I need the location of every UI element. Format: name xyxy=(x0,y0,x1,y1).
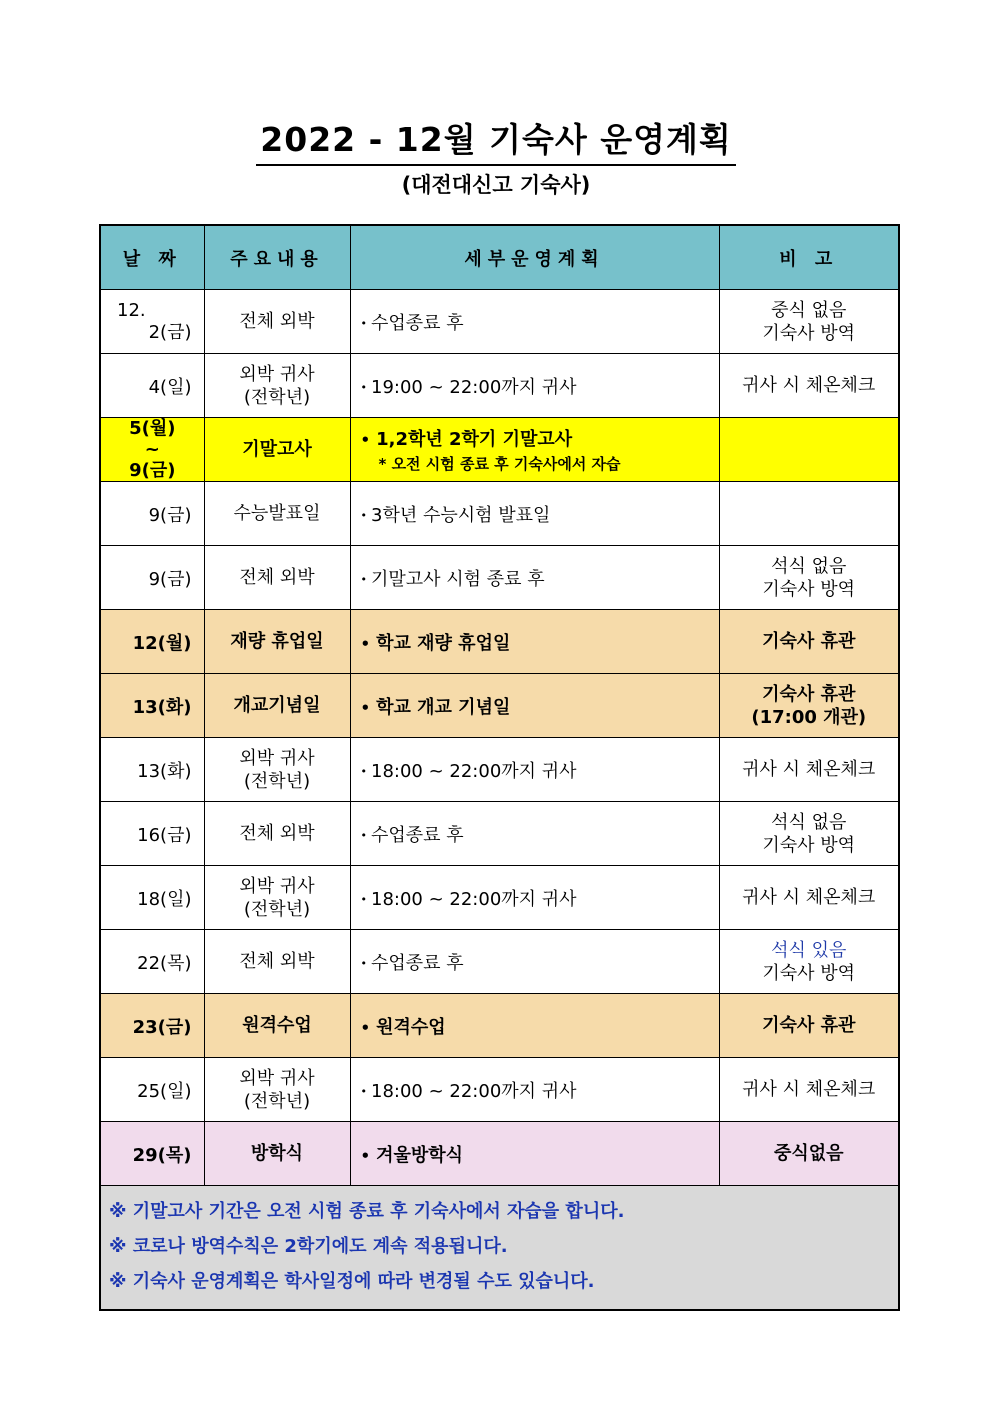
table-header-row xyxy=(100,225,899,290)
main-cell: 재량 휴업일 xyxy=(204,610,350,674)
main-cell: 전체 외박 xyxy=(204,802,350,866)
date-line: ~ xyxy=(144,439,160,460)
date-line: 2(금) xyxy=(148,321,192,343)
page-title xyxy=(0,120,992,166)
main-cell xyxy=(204,354,350,418)
main-line: (전학년) xyxy=(243,898,311,920)
bullet-icon: • xyxy=(360,431,371,449)
bullet-icon: • xyxy=(360,317,367,330)
footer-row xyxy=(100,1186,899,1311)
footer-note: ※ 기숙사 운영계획은 학사일정에 따라 변경될 수도 있습니다. xyxy=(109,1271,595,1292)
bullet-icon: • xyxy=(360,381,367,394)
detail-text: 수업종료 후 xyxy=(371,824,464,846)
schedule-table xyxy=(99,224,900,1311)
bullet-icon: • xyxy=(360,893,367,906)
date-cell: 13(화) xyxy=(100,738,204,802)
detail-cell xyxy=(350,418,719,482)
header-note: 비 고 xyxy=(719,225,899,290)
note-cell: 기숙사 휴관 xyxy=(719,610,899,674)
main-line: 외박 귀사 xyxy=(239,1067,315,1089)
detail-subnote: * 오전 시험 종료 후 기숙사에서 자습 xyxy=(378,455,621,473)
header-detail: 세부운영계획 xyxy=(350,225,719,290)
bullet-icon: • xyxy=(360,573,367,586)
main-cell: 수능발표일 xyxy=(204,482,350,546)
date-cell: 18(일) xyxy=(100,866,204,930)
footer-notes xyxy=(100,1186,899,1311)
date-cell: 13(화) xyxy=(100,674,204,738)
bullet-icon: • xyxy=(360,957,367,970)
detail-cell xyxy=(350,674,719,738)
date-cell: 16(금) xyxy=(100,802,204,866)
note-cell xyxy=(719,290,899,354)
table-row xyxy=(100,354,899,418)
detail-cell xyxy=(350,290,719,354)
detail-text: 18:00 ~ 22:00까지 귀사 xyxy=(371,1080,577,1102)
detail-cell xyxy=(350,546,719,610)
footer-note: ※ 기말고사 기간은 오전 시험 종료 후 기숙사에서 자습을 합니다. xyxy=(109,1201,625,1222)
main-cell: 전체 외박 xyxy=(204,930,350,994)
detail-text: 18:00 ~ 22:00까지 귀사 xyxy=(371,888,577,910)
detail-text: 원격수업 xyxy=(376,1016,446,1038)
detail-cell xyxy=(350,994,719,1058)
footer-note: ※ 코로나 방역수칙은 2학기에도 계속 적용됩니다. xyxy=(109,1236,508,1257)
date-cell xyxy=(100,290,204,354)
note-line: 기숙사 휴관 xyxy=(762,683,856,705)
main-line: (전학년) xyxy=(243,1090,311,1112)
note-cell xyxy=(719,482,899,546)
note-cell: 귀사 시 체온체크 xyxy=(719,1058,899,1122)
bullet-icon: • xyxy=(360,634,371,653)
note-cell: 중식없음 xyxy=(719,1122,899,1186)
bullet-icon: • xyxy=(360,829,367,842)
note-line-highlight: 석식 있음 xyxy=(771,939,847,961)
date-cell xyxy=(100,418,204,482)
page-title-text: 2022 - 12월 기숙사 운영계획 xyxy=(256,120,735,166)
detail-cell xyxy=(350,930,719,994)
table-row-closing xyxy=(100,1122,899,1186)
date-cell: 23(금) xyxy=(100,994,204,1058)
note-line: 석식 없음 xyxy=(771,811,847,833)
main-cell: 전체 외박 xyxy=(204,290,350,354)
date-cell: 4(일) xyxy=(100,354,204,418)
detail-cell xyxy=(350,1058,719,1122)
note-cell xyxy=(719,418,899,482)
date-cell: 25(일) xyxy=(100,1058,204,1122)
detail-text: 19:00 ~ 22:00까지 귀사 xyxy=(371,376,577,398)
main-cell xyxy=(204,738,350,802)
detail-text: 학교 재량 휴업일 xyxy=(376,632,511,654)
detail-cell xyxy=(350,482,719,546)
bullet-icon: • xyxy=(360,1085,367,1098)
date-cell: 22(목) xyxy=(100,930,204,994)
bullet-icon: • xyxy=(360,765,367,778)
main-cell: 방학식 xyxy=(204,1122,350,1186)
table-row-holiday xyxy=(100,994,899,1058)
main-line: 외박 귀사 xyxy=(239,875,315,897)
note-line: 석식 없음 xyxy=(771,555,847,577)
date-line: 9(금) xyxy=(129,460,176,481)
detail-text: 수업종료 후 xyxy=(371,312,464,334)
detail-text: 기말고사 시험 종료 후 xyxy=(371,568,545,590)
note-line: 기숙사 방역 xyxy=(762,578,856,600)
page-subtitle: (대전대신고 기숙사) xyxy=(401,173,591,197)
note-cell xyxy=(719,546,899,610)
detail-text: 학교 개교 기념일 xyxy=(376,696,511,718)
detail-cell xyxy=(350,866,719,930)
main-line: (전학년) xyxy=(243,386,311,408)
date-line: 5(월) xyxy=(129,418,176,439)
main-cell: 전체 외박 xyxy=(204,546,350,610)
detail-text: 1,2학년 2학기 기말고사 xyxy=(376,429,573,450)
main-line: 외박 귀사 xyxy=(239,747,315,769)
detail-cell xyxy=(350,802,719,866)
main-line: 외박 귀사 xyxy=(239,363,315,385)
bullet-icon: • xyxy=(360,1146,371,1165)
note-line: (17:00 개관) xyxy=(751,706,867,728)
main-cell: 기말고사 xyxy=(204,418,350,482)
date-line: 12. xyxy=(117,299,146,321)
note-cell: 귀사 시 체온체크 xyxy=(719,738,899,802)
table-row xyxy=(100,1058,899,1122)
main-line: (전학년) xyxy=(243,770,311,792)
bullet-icon: • xyxy=(360,509,367,522)
header-date: 날 짜 xyxy=(100,225,204,290)
date-cell: 9(금) xyxy=(100,482,204,546)
main-cell: 원격수업 xyxy=(204,994,350,1058)
table-row-exam xyxy=(100,418,899,482)
detail-text: 겨울방학식 xyxy=(376,1144,464,1166)
note-line: 기숙사 방역 xyxy=(762,834,856,856)
table-row xyxy=(100,866,899,930)
note-cell: 귀사 시 체온체크 xyxy=(719,354,899,418)
detail-text: 수업종료 후 xyxy=(371,952,464,974)
table-row xyxy=(100,482,899,546)
header-main: 주요내용 xyxy=(204,225,350,290)
table-row xyxy=(100,738,899,802)
note-cell xyxy=(719,930,899,994)
detail-cell xyxy=(350,1122,719,1186)
note-line: 기숙사 방역 xyxy=(762,962,856,984)
date-cell: 29(목) xyxy=(100,1122,204,1186)
table-row xyxy=(100,546,899,610)
table-row xyxy=(100,930,899,994)
detail-cell xyxy=(350,354,719,418)
table-row xyxy=(100,290,899,354)
main-cell xyxy=(204,866,350,930)
date-cell: 9(금) xyxy=(100,546,204,610)
date-cell: 12(월) xyxy=(100,610,204,674)
detail-cell xyxy=(350,610,719,674)
detail-cell xyxy=(350,738,719,802)
bullet-icon: • xyxy=(360,1018,371,1037)
note-line: 기숙사 방역 xyxy=(762,322,856,344)
note-cell xyxy=(719,802,899,866)
detail-text: 3학년 수능시험 발표일 xyxy=(371,504,551,526)
note-cell xyxy=(719,674,899,738)
detail-text: 18:00 ~ 22:00까지 귀사 xyxy=(371,760,577,782)
main-cell xyxy=(204,1058,350,1122)
note-line: 중식 없음 xyxy=(771,299,847,321)
bullet-icon: • xyxy=(360,698,371,717)
main-cell: 개교기념일 xyxy=(204,674,350,738)
table-row-holiday xyxy=(100,610,899,674)
table-row-holiday xyxy=(100,674,899,738)
note-cell: 기숙사 휴관 xyxy=(719,994,899,1058)
table-row xyxy=(100,802,899,866)
note-cell: 귀사 시 체온체크 xyxy=(719,866,899,930)
